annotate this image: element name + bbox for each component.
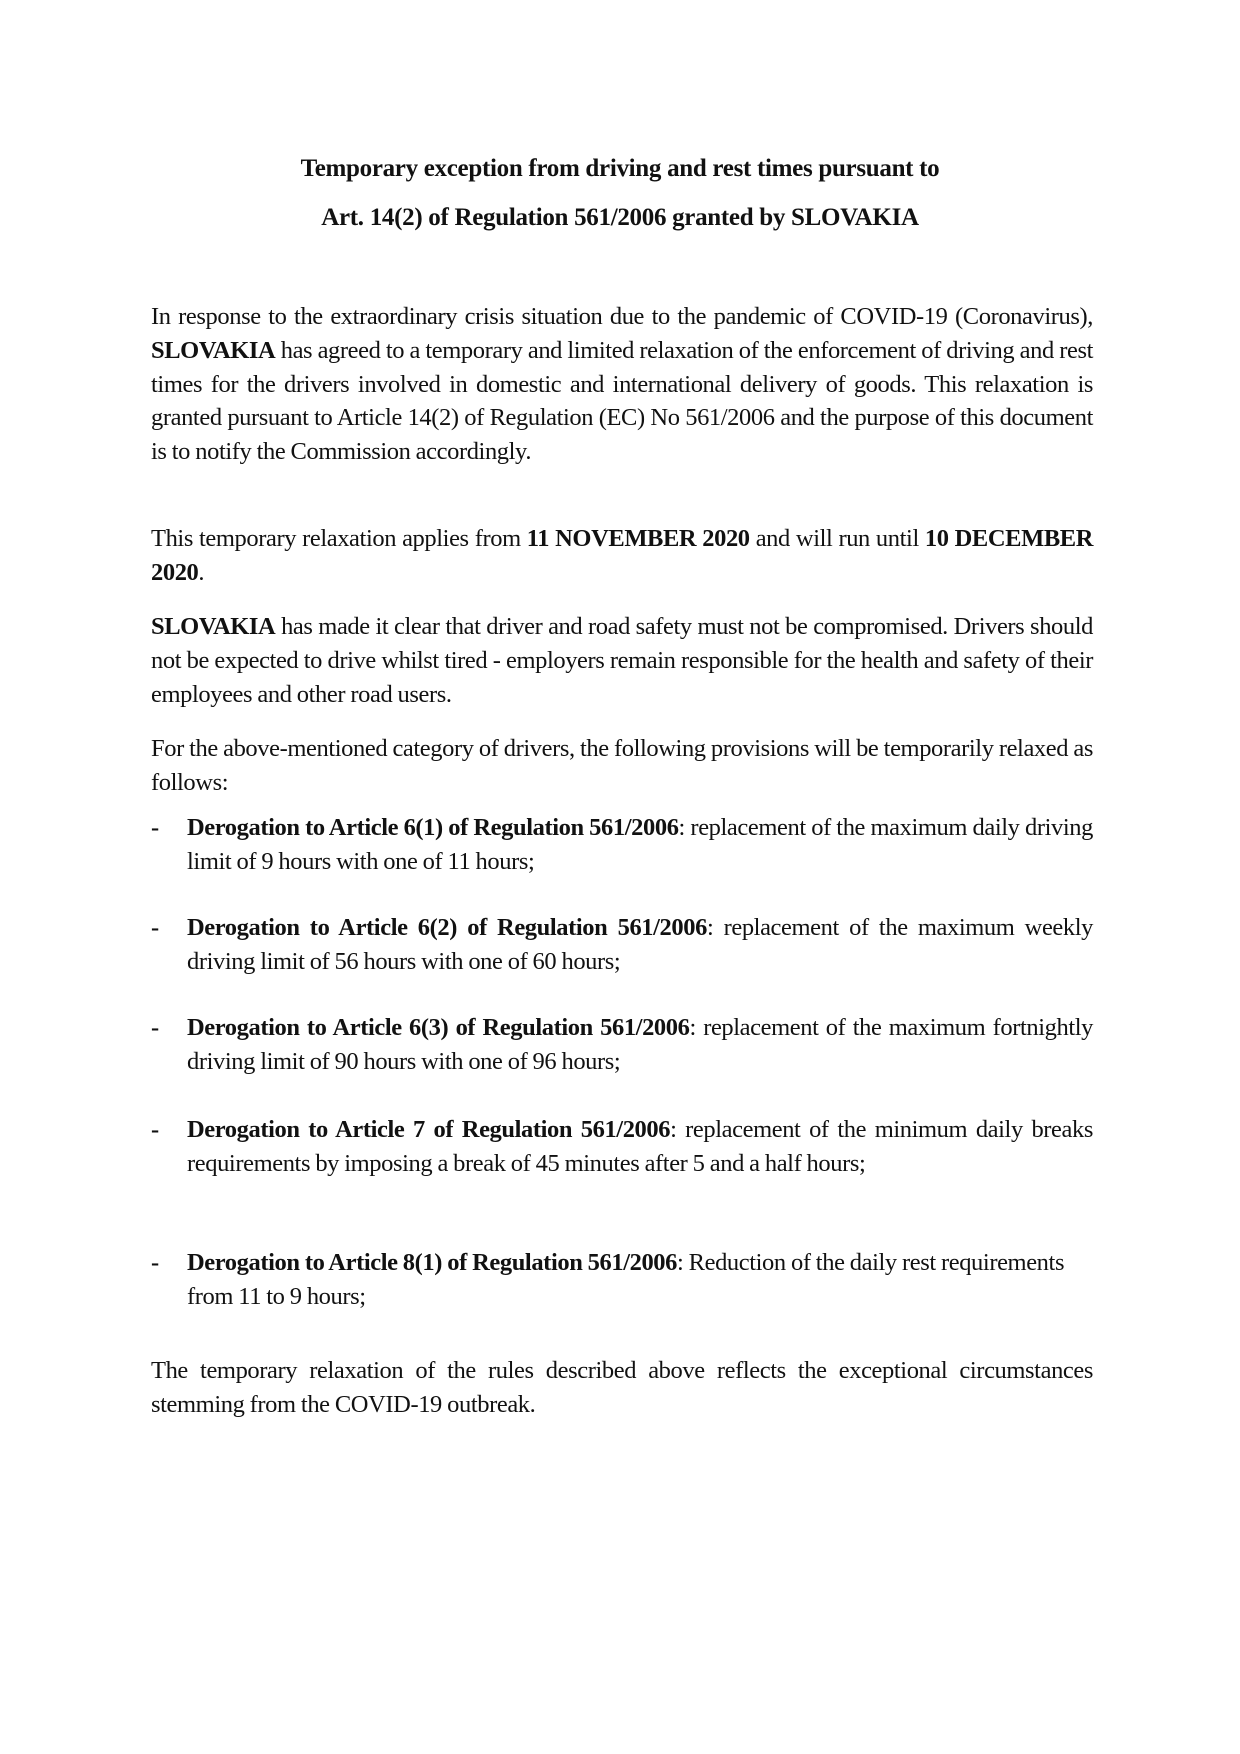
- derogation-item: [151, 1246, 1093, 1313]
- intro-country-bold: SLOVAKIA: [151, 336, 276, 364]
- intro-paragraph: [151, 300, 1093, 469]
- derogation-item: [151, 1113, 1093, 1180]
- derogation-lead: Derogation to Article 7 of Regulation 561/2006: [187, 1116, 671, 1143]
- derogation-lead: Derogation to Article 8(1) of Regulation 561/2006: [187, 1249, 678, 1276]
- period-end-date: 10 DECEMBER 2020: [151, 525, 1093, 586]
- derogation-text: : replacement of the maximum fortnightly driving limit of 90 hours with one of 96 hours;: [187, 1014, 1093, 1075]
- safety-text: has made it clear that driver and road safety must not be compromised. Drivers should not be expected to drive whilst tired - employers remain responsible for the health and safety of their employees and other road users.: [151, 613, 1093, 708]
- document-title-line-1: Temporary exception from driving and rest times pursuant to: [300, 155, 940, 182]
- period-paragraph: [151, 522, 1093, 590]
- list-bullet: -: [151, 914, 159, 941]
- derogation-lead: Derogation to Article 6(3) of Regulation 561/2006: [187, 1014, 690, 1041]
- derogation-item: [151, 911, 1093, 978]
- period-text-3: .: [198, 558, 205, 586]
- intro-text-1: In response to the extraordinary crisis situation due to the pandemic of COVID-19 (Coronavirus),: [151, 303, 1093, 330]
- derogation-text: : replacement of the maximum daily driving limit of 9 hours with one of 11 hours;: [187, 814, 1093, 875]
- derogation-lead: Derogation to Article 6(2) of Regulation 561/2006: [187, 914, 707, 941]
- list-bullet: -: [151, 1014, 159, 1041]
- derogation-item: [151, 811, 1093, 878]
- derogation-text: : Reduction of the daily rest requirements from 11 to 9 hours;: [187, 1249, 1065, 1310]
- derogation-text: : replacement of the maximum weekly driving limit of 56 hours with one of 60 hours;: [187, 914, 1093, 975]
- document-title-line-2: Art. 14(2) of Regulation 561/2006 granted by SLOVAKIA: [321, 204, 919, 231]
- safety-country-bold: SLOVAKIA: [151, 613, 276, 640]
- list-bullet: -: [151, 1249, 159, 1276]
- period-text-1: This temporary relaxation applies from: [151, 525, 527, 552]
- derogation-lead: Derogation to Article 6(1) of Regulation 561/2006: [187, 814, 679, 841]
- list-bullet: -: [151, 1116, 159, 1143]
- period-text-2: and will run until: [749, 525, 925, 552]
- period-start-date: 11 NOVEMBER 2020: [526, 525, 750, 552]
- derogation-text: : replacement of the minimum daily breaks requirements by imposing a break of 45 minutes after 5 and a half hours;: [187, 1116, 1093, 1177]
- list-bullet: -: [151, 814, 159, 841]
- intro-text-2: has agreed to a temporary and limited relaxation of the enforcement of driving and rest times for the drivers involved in domestic and international delivery of goods. This relaxation is granted pursuant to Article 14(2) of Regulation (EC) No 561/2006 and the purpose of this document is to notify the Commission accordingly.: [151, 336, 1093, 466]
- provisions-intro-paragraph: For the above-mentioned category of drivers, the following provisions will be temporarily relaxed as follows:: [151, 735, 1093, 796]
- safety-paragraph: [151, 610, 1093, 711]
- closing-paragraph: The temporary relaxation of the rules described above reflects the exceptional circumstances stemming from the COVID-19 outbreak.: [151, 1357, 1093, 1418]
- derogation-item: [151, 1011, 1093, 1078]
